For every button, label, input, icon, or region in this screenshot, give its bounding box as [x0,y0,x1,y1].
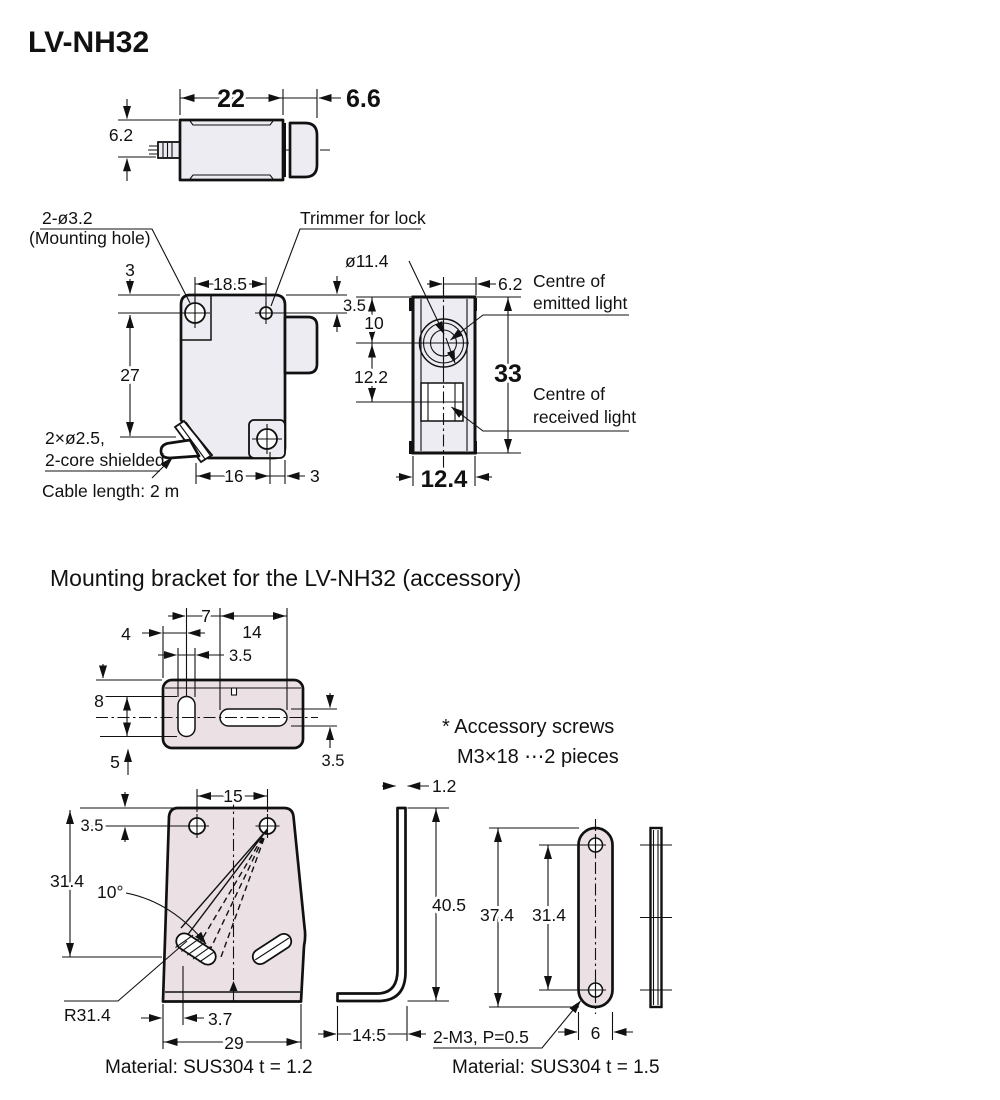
vertical-slot [178,697,195,737]
bracket-front-view [50,786,313,1078]
trimmer-note: Trimmer for lock [300,208,426,228]
cable-note-line2: 2-core shielded [45,450,165,470]
dim-height-label: 40.5 [431,895,467,915]
dim-height-label: 33 [494,360,522,388]
dim-15-label: 15 [223,786,243,806]
dim-hole-span-label: 18.5 [212,274,248,294]
trimmer-block [285,317,317,373]
dim-top-to-hole-label: 3 [125,260,135,280]
pill-plate-view [433,819,660,1078]
recv-note-line1: Centre of [533,384,605,404]
dim-width-label: 6 [590,1023,601,1043]
material-label-1-2: Material: SUS304 t = 1.2 [105,1057,313,1078]
accessory-screw-note [442,716,619,768]
dim-4-label: 4 [121,624,131,644]
recv-note-line2: received light [533,407,637,427]
bracket-heading: Mounting bracket for the LV-NH32 (accessory) [50,565,522,591]
cable-note-line3: Cable length: 2 m [42,481,180,501]
page-title: LV-NH32 [28,26,150,59]
thin-plate-edge-view [640,828,672,1007]
bracket-side-view [318,776,466,1045]
dim-emit-from-right-label: 6.2 [498,274,523,294]
dim-body-length-label: 22 [217,85,245,113]
dim-bottom-right-label: 3 [310,466,320,486]
swing-angle-label: 10° [97,882,124,902]
emit-callout [451,315,630,340]
lens-dia-label: ø11.4 [345,251,389,271]
emit-note-line1: Centre of [533,271,605,291]
dim-7-label: 7 [201,606,211,626]
dim-bottom-span-label: 16 [224,466,244,486]
dim-14-label: 14 [242,622,262,642]
dim-3-5-right-label: 3.5 [321,752,345,770]
dim-hole-to-slot-label: 31.4 [49,871,85,891]
screw-note-line2: M3×18 ⋯2 pieces [457,746,619,768]
cable-note-line1: 2×ø2.5, [45,428,105,448]
dim-8-label: 8 [94,691,104,711]
sensor-top-view [109,85,381,181]
dim-hole-span-label: 31.4 [531,905,567,925]
l-bracket-outline [338,808,406,1001]
screw-note-line1: * Accessory screws [442,716,615,738]
sensor-body-outline [180,120,283,180]
dim-29-label: 29 [224,1033,244,1053]
bracket-top-view [94,606,344,775]
bracket-front-outline [163,808,305,1002]
dim-leg-label: 14.5 [351,1025,387,1045]
receiver-window [421,383,463,421]
dim-5-label: 5 [110,752,120,772]
mounting-hole-bottom-right [249,420,285,458]
dim-6-6 [283,89,341,118]
dim-length-label: 37.4 [479,905,515,925]
dim-emit-to-recv-label: 12.2 [353,367,389,387]
dim-width-label: 12.4 [420,466,468,493]
dim-top-to-hole-label: 3.5 [80,817,104,835]
dim-3-5-top-label: 3.5 [229,647,252,665]
dim-trimmer-from-top-label: 3.5 [343,297,366,315]
sensor-front-view [345,251,636,493]
hole-note-line2: (Mounting hole) [29,228,151,248]
dim-emit-from-top-label: 10 [364,313,384,333]
dim-fiber-height-label: 6.2 [108,125,134,145]
sensor-tip-cap [290,123,317,177]
dim-6-2-right [427,277,496,295]
notch [232,688,237,695]
emit-note-line2: emitted light [533,293,628,313]
slot-radius-label: R31.4 [64,1005,111,1025]
dim-3-7-label: 3.7 [208,1009,233,1029]
material-label-1-5: Material: SUS304 t = 1.5 [452,1057,660,1078]
dim-body-height-label: 27 [120,365,140,385]
dim-thickness-label: 1.2 [432,776,457,796]
dim-tip-length-label: 6.6 [346,85,381,113]
hole-note-line1: 2-ø3.2 [42,208,93,228]
thread-note-label: 2-M3, P=0.5 [433,1027,529,1047]
